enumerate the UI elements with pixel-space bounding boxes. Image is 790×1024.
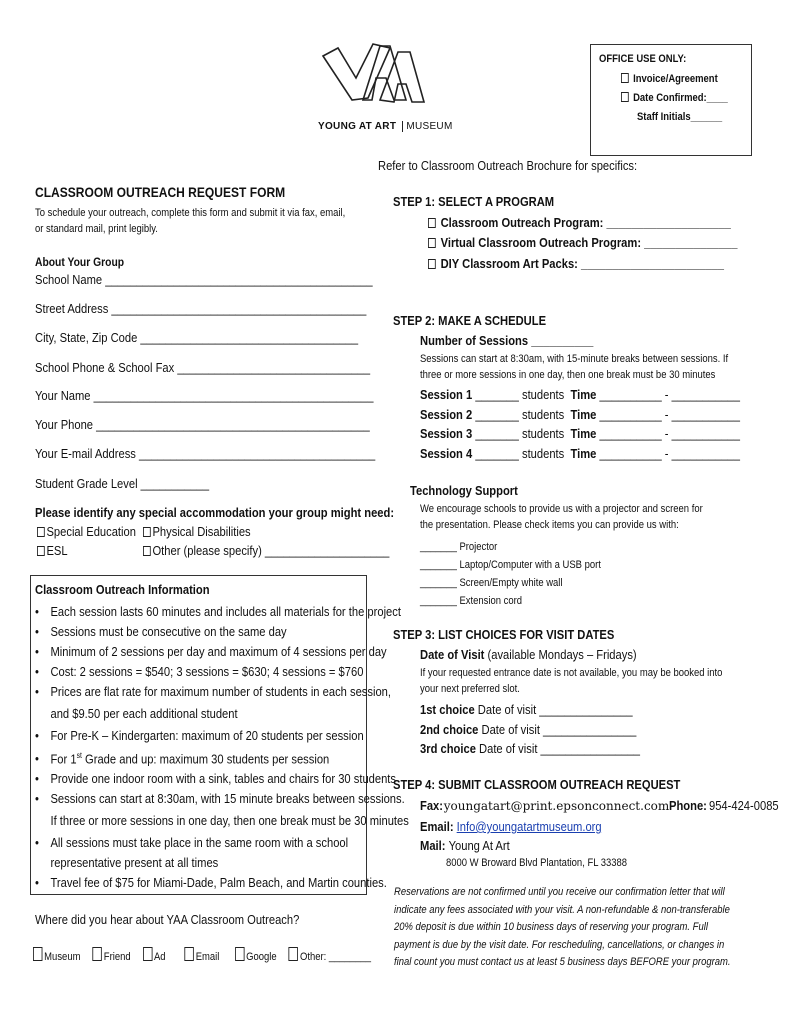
technology-note: We encourage schools to provide us with a projector and screen for the presentation. Please check items you can provide us with: [420,503,703,531]
office-date-checkbox[interactable] [621,92,629,102]
hear-options [33,947,371,963]
checkbox-icon[interactable] [143,947,152,961]
hear-ad[interactable]: Ad [143,951,166,963]
office-invoice-checkbox[interactable] [621,73,629,83]
form-title: CLASSROOM OUTREACH REQUEST FORM [35,184,286,200]
accom-special-education[interactable] [37,524,136,539]
hear-other[interactable]: Other: ________ [289,951,371,963]
accommodation-heading: Please identify any special accommodation your group might need: [35,505,395,520]
yaa-logo [318,38,428,118]
hear-google[interactable]: Google [235,951,277,963]
list-item: • Minimum of 2 sessions per day and maximum of 4 sessions per day [35,644,387,659]
table-row[interactable]: Session 4 _______ students Time __________ - ___________ [420,445,741,461]
brand-right: MUSEUM [406,121,453,132]
list-item[interactable]: _______ Extension cord [420,595,523,607]
logo-brand [318,121,453,132]
list-item: • Travel fee of $75 for Miami-Dade, Palm Beach, and Martin counties. [35,875,387,891]
list-item[interactable]: _______ Projector [420,541,498,553]
office-invoice-label: Invoice/Agreement [633,73,718,85]
checkbox-icon[interactable] [289,947,298,961]
step2-heading: STEP 2: MAKE A SCHEDULE [393,313,547,328]
hear-question: Where did you hear about YAA Classroom Outreach? [35,912,300,927]
city-state-zip-field[interactable]: City, State, Zip Code ___________________________________ [35,330,359,345]
brand-left: YOUNG AT ART [318,121,397,132]
checkbox-icon[interactable] [37,527,45,537]
checkbox-icon[interactable] [185,947,194,961]
third-choice-field[interactable]: 3rd choice Date of visit ________________ [420,741,641,756]
list-item: • For 1st Grade and up: maximum 30 students per session [35,751,330,767]
info-list [35,602,409,893]
list-item: • Cost: 2 sessions = $540; 3 sessions = $630; 4 sessions = $760 [35,664,364,679]
hear-email[interactable]: Email [185,951,220,963]
second-choice-field[interactable]: 2nd choice Date of visit _______________ [420,721,637,737]
email-line: Email: Info@youngatartmuseum.org [420,819,602,834]
visit-choices [420,700,640,759]
accom-esl[interactable] [37,543,68,558]
student-grade-field[interactable]: Student Grade Level ___________ [35,476,210,491]
checkbox-icon[interactable] [428,218,436,228]
checkbox-icon[interactable] [33,947,42,961]
list-item: and $9.50 per each additional student [50,706,238,721]
school-phone-fax-field[interactable]: School Phone & School Fax _______________________________ [35,360,371,375]
list-item: • Each session lasts 60 minutes and includes all materials for the project [35,604,401,619]
list-item[interactable]: _______ Laptop/Computer with a USB port [420,559,601,571]
list-item: • All sessions must take place in the same room with a school [35,835,349,851]
step3-note: If your requested entrance date is not available, you may be booked into your next preferred slot. [420,667,723,695]
mail-line: Mail: Young At Art [420,838,510,853]
your-phone-field[interactable]: Your Phone ____________________________________________ [35,417,370,432]
office-date-label: Date Confirmed:____ [633,92,728,104]
phone-value: 954-424-0085 [709,798,779,813]
checkbox-icon[interactable] [428,238,436,248]
your-email-field[interactable]: Your E-mail Address ______________________________________ [35,446,376,461]
your-name-field[interactable]: Your Name _____________________________________________ [35,388,374,403]
list-item: If three or more sessions in one day, then one break must be 30 minutes [50,813,409,829]
session-table [420,385,740,463]
form-intro: To schedule your outreach, complete this form and submit it via fax, email, or standard mail, print legibly. [35,207,346,235]
technology-heading: Technology Support [410,483,518,498]
table-row[interactable]: Session 1 _______ students Time __________ - ___________ [420,387,741,402]
yaa-logo-graphic [318,38,428,118]
street-address-field[interactable]: Street Address _________________________________________ [35,301,367,316]
list-item: • Provide one indoor room with a sink, tables and chairs for 30 students [35,771,397,787]
list-item: • Sessions can start at 8:30am, with 15 minute breaks between sessions. [35,791,405,807]
accom-physical-disabilities[interactable] [143,524,251,539]
program-diy-art-packs[interactable]: DIY Classroom Art Packs: _______________________ [428,256,724,271]
number-of-sessions-field[interactable]: Number of Sessions __________ [420,333,594,348]
accom-esl-label: ESL [46,543,68,558]
mail-address: 8000 W Broward Blvd Plantation, FL 33388 [446,857,628,869]
fax-value: youngatart@print.epsonconnect.com [443,799,670,813]
list-item: • Sessions must be consecutive on the same day [35,624,287,639]
first-choice-field[interactable]: 1st choice Date of visit _______________ [420,702,633,717]
checkbox-icon[interactable] [93,947,102,961]
checkbox-icon[interactable] [143,546,151,556]
office-title: OFFICE USE ONLY: [599,53,687,65]
step3-heading: STEP 3: LIST CHOICES FOR VISIT DATES [393,627,615,642]
hear-museum[interactable]: Museum [33,951,80,963]
step4-heading: STEP 4: SUBMIT CLASSROOM OUTREACH REQUEST [393,777,681,792]
step1-heading: STEP 1: SELECT A PROGRAM [393,194,555,209]
list-item: • For Pre-K – Kindergarten: maximum of 20 students per session [35,728,364,743]
list-item: • Prices are flat rate for maximum number of students in each session, [35,684,391,699]
fax-line: Fax:youngatart@print.epsonconnect.comPhone:954-424-0085 [420,798,779,813]
program-classroom-outreach[interactable]: Classroom Outreach Program: ____________________ [428,215,731,230]
accom-other-label: Other (please specify) ____________________ [152,543,390,558]
office-use-box [590,44,752,156]
checkbox-icon[interactable] [428,259,436,269]
sessions-note: Sessions can start at 8:30am, with 15-minute breaks between sessions. If three or more sessions in one day, then one break must be 30 minutes [420,353,729,381]
checkbox-icon[interactable] [37,546,45,556]
office-date [621,92,728,104]
list-item[interactable]: _______ Screen/Empty white wall [420,577,563,589]
reservation-disclaimer: Reservations are not confirmed until you receive our confirmation letter that will indicate any fees associated with your visit. A non-refundable & non-transferable 20% deposit is due within 10 business days of reserving your program. Full payment is due by the visit date. For rescheduling, cancellations, or changes in final count you must contact us at least 5 business days BEFORE your program. [394,886,731,968]
checkbox-icon[interactable] [235,947,244,961]
hear-friend[interactable]: Friend [93,951,131,963]
info-heading: Classroom Outreach Information [35,582,210,597]
office-invoice [621,73,718,85]
program-virtual-outreach[interactable]: Virtual Classroom Outreach Program: _______________ [428,235,737,250]
school-name-field[interactable]: School Name ___________________________________________ [35,272,373,287]
about-group-heading: About Your Group [35,255,125,269]
brochure-note: Refer to Classroom Outreach Brochure for specifics: [378,158,638,173]
list-item: representative present at all times [50,855,219,871]
office-staff: Staff Initials______ [637,111,723,123]
accom-special-label: Special Education [46,524,136,539]
email-link[interactable]: Info@youngatartmuseum.org [456,819,602,834]
accom-physical-label: Physical Disabilities [152,524,251,539]
accom-other[interactable] [143,543,389,558]
checkbox-icon[interactable] [143,527,151,537]
table-row[interactable]: Session 3 _______ students Time __________ - ___________ [420,426,741,441]
table-row[interactable]: Session 2 _______ students Time __________ - ___________ [420,406,741,422]
technology-items [420,538,601,610]
date-of-visit-label: Date of Visit (available Mondays – Fridays) [420,647,637,662]
